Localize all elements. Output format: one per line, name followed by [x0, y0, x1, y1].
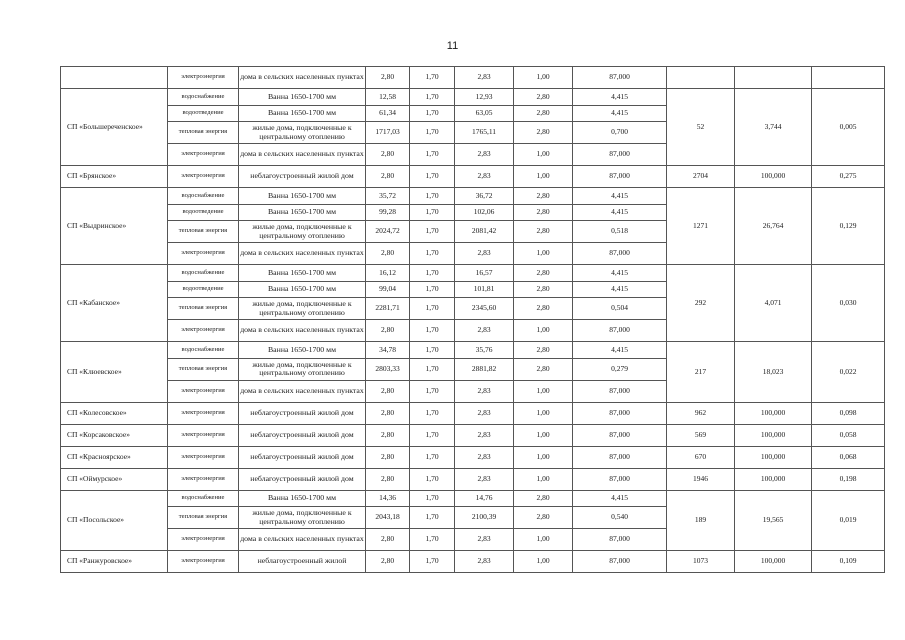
- consumer-cell: Ванна 1650-1700 мм: [239, 342, 366, 359]
- summary-cell: 0,198: [812, 468, 885, 490]
- summary-cell: 670: [667, 446, 735, 468]
- resource-cell: электроэнергия: [168, 424, 239, 446]
- value-cell: 1,00: [514, 320, 573, 342]
- resource-cell: тепловая энергия: [168, 122, 239, 144]
- value-cell: 1,70: [410, 204, 455, 221]
- resource-cell: водоснабжение: [168, 188, 239, 205]
- value-cell: 99,28: [366, 204, 410, 221]
- summary-cell: 962: [667, 402, 735, 424]
- page-number: 11: [446, 40, 459, 52]
- value-cell: 1,00: [514, 144, 573, 166]
- settlement-cell: СП «Оймурское»: [61, 468, 168, 490]
- resource-cell: водоснабжение: [168, 89, 239, 106]
- settlement-cell: СП «Большереченское»: [61, 89, 168, 166]
- consumer-cell: неблагоустроенный жилой дом: [239, 468, 366, 490]
- summary-cell: 189: [667, 490, 735, 551]
- value-cell: 1,70: [410, 243, 455, 265]
- value-cell: 2345,60: [455, 298, 514, 320]
- value-cell: 0,518: [573, 221, 667, 243]
- consumer-cell: жилые дома, подключенные к центральному отоплению: [239, 122, 366, 144]
- summary-cell: 100,000: [735, 424, 812, 446]
- value-cell: 2,83: [455, 529, 514, 551]
- value-cell: 2,83: [455, 402, 514, 424]
- value-cell: 1,70: [410, 468, 455, 490]
- consumer-cell: дома в сельских населенных пунктах: [239, 380, 366, 402]
- value-cell: 4,415: [573, 204, 667, 221]
- value-cell: 87,000: [573, 551, 667, 573]
- table-body: [61, 67, 885, 573]
- value-cell: 2,83: [455, 320, 514, 342]
- settlement-cell: СП «Красноярское»: [61, 446, 168, 468]
- consumer-cell: дома в сельских населенных пунктах: [239, 67, 366, 89]
- value-cell: 1,70: [410, 551, 455, 573]
- consumer-cell: неблагоустроенный жилой дом: [239, 424, 366, 446]
- value-cell: 2,80: [514, 298, 573, 320]
- settlement-cell: [61, 67, 168, 89]
- tariff-table: [60, 66, 885, 573]
- summary-cell: 0,058: [812, 424, 885, 446]
- settlement-cell: СП «Посольское»: [61, 490, 168, 551]
- table-row: [61, 265, 885, 282]
- value-cell: 2,80: [366, 402, 410, 424]
- value-cell: 87,000: [573, 166, 667, 188]
- value-cell: 1,70: [410, 122, 455, 144]
- resource-cell: электроэнергия: [168, 402, 239, 424]
- value-cell: 4,415: [573, 490, 667, 507]
- summary-cell: 18,023: [735, 342, 812, 403]
- summary-cell: 2704: [667, 166, 735, 188]
- resource-cell: электроэнергия: [168, 446, 239, 468]
- table-row: [61, 402, 885, 424]
- value-cell: 1,00: [514, 243, 573, 265]
- value-cell: 4,415: [573, 265, 667, 282]
- summary-cell: 100,000: [735, 402, 812, 424]
- value-cell: 1,70: [410, 424, 455, 446]
- resource-cell: водоснабжение: [168, 490, 239, 507]
- value-cell: 2,80: [366, 424, 410, 446]
- settlement-cell: СП «Клюевское»: [61, 342, 168, 403]
- value-cell: 2,80: [366, 446, 410, 468]
- summary-cell: 0,068: [812, 446, 885, 468]
- value-cell: 2881,82: [455, 358, 514, 380]
- value-cell: 1,70: [410, 402, 455, 424]
- value-cell: 1,70: [410, 380, 455, 402]
- consumer-cell: неблагоустроенный жилой дом: [239, 166, 366, 188]
- resource-cell: тепловая энергия: [168, 507, 239, 529]
- value-cell: 36,72: [455, 188, 514, 205]
- value-cell: 2,83: [455, 67, 514, 89]
- value-cell: 2,80: [514, 507, 573, 529]
- consumer-cell: жилые дома, подключенные к центральному отоплению: [239, 221, 366, 243]
- value-cell: 2,83: [455, 144, 514, 166]
- resource-cell: электроэнергия: [168, 551, 239, 573]
- settlement-cell: СП «Колесовское»: [61, 402, 168, 424]
- resource-cell: электроэнергия: [168, 320, 239, 342]
- value-cell: 2081,42: [455, 221, 514, 243]
- table-row: [61, 166, 885, 188]
- value-cell: 87,000: [573, 468, 667, 490]
- consumer-cell: Ванна 1650-1700 мм: [239, 204, 366, 221]
- value-cell: 2,80: [514, 490, 573, 507]
- value-cell: 2,80: [366, 166, 410, 188]
- summary-cell: 0,022: [812, 342, 885, 403]
- resource-cell: водоснабжение: [168, 265, 239, 282]
- value-cell: 2,80: [366, 144, 410, 166]
- value-cell: 1,70: [410, 298, 455, 320]
- value-cell: 2,80: [514, 105, 573, 122]
- resource-cell: водоотведение: [168, 204, 239, 221]
- value-cell: 2,83: [455, 380, 514, 402]
- value-cell: 4,415: [573, 342, 667, 359]
- value-cell: 1717,03: [366, 122, 410, 144]
- consumer-cell: жилые дома, подключенные к центральному отоплению: [239, 298, 366, 320]
- consumer-cell: Ванна 1650-1700 мм: [239, 89, 366, 106]
- consumer-cell: неблагоустроенный жилой дом: [239, 402, 366, 424]
- table-row: [61, 342, 885, 359]
- value-cell: 2,80: [366, 320, 410, 342]
- resource-cell: электроэнергия: [168, 166, 239, 188]
- summary-cell: 100,000: [735, 468, 812, 490]
- value-cell: 63,05: [455, 105, 514, 122]
- value-cell: 2,80: [514, 342, 573, 359]
- value-cell: 2,80: [514, 265, 573, 282]
- value-cell: 0,700: [573, 122, 667, 144]
- value-cell: 1765,11: [455, 122, 514, 144]
- table-row: [61, 89, 885, 106]
- value-cell: 1,70: [410, 281, 455, 298]
- value-cell: 2,83: [455, 424, 514, 446]
- value-cell: 16,12: [366, 265, 410, 282]
- value-cell: 1,70: [410, 342, 455, 359]
- settlement-cell: СП «Корсаковское»: [61, 424, 168, 446]
- value-cell: 2,83: [455, 243, 514, 265]
- resource-cell: тепловая энергия: [168, 221, 239, 243]
- value-cell: 2,83: [455, 468, 514, 490]
- consumer-cell: жилые дома, подключенные к центральному отоплению: [239, 507, 366, 529]
- consumer-cell: Ванна 1650-1700 мм: [239, 265, 366, 282]
- value-cell: 4,415: [573, 281, 667, 298]
- summary-cell: 0,030: [812, 265, 885, 342]
- value-cell: 87,000: [573, 243, 667, 265]
- summary-cell: 292: [667, 265, 735, 342]
- value-cell: 87,000: [573, 402, 667, 424]
- value-cell: 2,83: [455, 446, 514, 468]
- value-cell: 4,415: [573, 188, 667, 205]
- value-cell: 1,00: [514, 380, 573, 402]
- value-cell: 2,80: [514, 188, 573, 205]
- settlement-cell: СП «Кабанское»: [61, 265, 168, 342]
- value-cell: 14,36: [366, 490, 410, 507]
- value-cell: 12,58: [366, 89, 410, 106]
- value-cell: 87,000: [573, 144, 667, 166]
- value-cell: 2803,33: [366, 358, 410, 380]
- table-row: [61, 468, 885, 490]
- summary-cell: 100,000: [735, 166, 812, 188]
- value-cell: 102,06: [455, 204, 514, 221]
- consumer-cell: дома в сельских населенных пунктах: [239, 320, 366, 342]
- value-cell: 4,415: [573, 89, 667, 106]
- value-cell: 0,540: [573, 507, 667, 529]
- value-cell: 1,70: [410, 320, 455, 342]
- value-cell: 87,000: [573, 380, 667, 402]
- resource-cell: электроэнергия: [168, 529, 239, 551]
- table-row: [61, 188, 885, 205]
- summary-cell: 0,005: [812, 89, 885, 166]
- summary-cell: [667, 67, 735, 89]
- value-cell: 1,70: [410, 166, 455, 188]
- consumer-cell: дома в сельских населенных пунктах: [239, 243, 366, 265]
- value-cell: 1,00: [514, 166, 573, 188]
- value-cell: 34,78: [366, 342, 410, 359]
- resource-cell: тепловая энергия: [168, 298, 239, 320]
- value-cell: 2,80: [514, 281, 573, 298]
- value-cell: 2,80: [366, 243, 410, 265]
- resource-cell: тепловая энергия: [168, 358, 239, 380]
- value-cell: 2100,39: [455, 507, 514, 529]
- settlement-cell: СП «Ранжуровское»: [61, 551, 168, 573]
- value-cell: 2,80: [514, 89, 573, 106]
- table-row: [61, 446, 885, 468]
- summary-cell: 0,109: [812, 551, 885, 573]
- value-cell: 2,80: [514, 358, 573, 380]
- value-cell: 101,81: [455, 281, 514, 298]
- value-cell: 2,80: [366, 529, 410, 551]
- value-cell: 1,00: [514, 529, 573, 551]
- table-row: [61, 424, 885, 446]
- value-cell: 2,80: [366, 551, 410, 573]
- value-cell: 2281,71: [366, 298, 410, 320]
- value-cell: 1,00: [514, 67, 573, 89]
- value-cell: 2,80: [514, 204, 573, 221]
- summary-cell: 1271: [667, 188, 735, 265]
- summary-cell: 0,019: [812, 490, 885, 551]
- value-cell: 1,70: [410, 358, 455, 380]
- value-cell: 1,70: [410, 89, 455, 106]
- value-cell: 87,000: [573, 446, 667, 468]
- resource-cell: электроэнергия: [168, 67, 239, 89]
- value-cell: 87,000: [573, 424, 667, 446]
- settlement-cell: СП «Выдринское»: [61, 188, 168, 265]
- table-row: [61, 551, 885, 573]
- value-cell: 1,70: [410, 490, 455, 507]
- consumer-cell: Ванна 1650-1700 мм: [239, 490, 366, 507]
- summary-cell: 4,071: [735, 265, 812, 342]
- value-cell: 1,00: [514, 551, 573, 573]
- resource-cell: электроэнергия: [168, 144, 239, 166]
- value-cell: 2,80: [514, 122, 573, 144]
- summary-cell: 3,744: [735, 89, 812, 166]
- value-cell: 99,04: [366, 281, 410, 298]
- value-cell: 0,504: [573, 298, 667, 320]
- value-cell: 2,80: [366, 380, 410, 402]
- value-cell: 1,70: [410, 188, 455, 205]
- value-cell: 1,70: [410, 221, 455, 243]
- value-cell: 16,57: [455, 265, 514, 282]
- value-cell: 12,93: [455, 89, 514, 106]
- value-cell: 2043,18: [366, 507, 410, 529]
- summary-cell: 52: [667, 89, 735, 166]
- value-cell: 2,80: [514, 221, 573, 243]
- consumer-cell: жилые дома, подключенные к центральному отоплению: [239, 358, 366, 380]
- resource-cell: электроэнергия: [168, 243, 239, 265]
- summary-cell: 217: [667, 342, 735, 403]
- value-cell: 2,80: [366, 468, 410, 490]
- value-cell: 1,70: [410, 529, 455, 551]
- summary-cell: 1073: [667, 551, 735, 573]
- value-cell: 1,70: [410, 144, 455, 166]
- value-cell: 2,83: [455, 166, 514, 188]
- value-cell: 1,00: [514, 402, 573, 424]
- consumer-cell: неблагоустроенный жилой дом: [239, 446, 366, 468]
- settlement-cell: СП «Брянское»: [61, 166, 168, 188]
- consumer-cell: неблагоустроенный жилой: [239, 551, 366, 573]
- value-cell: 1,70: [410, 446, 455, 468]
- resource-cell: водоснабжение: [168, 342, 239, 359]
- summary-cell: 19,565: [735, 490, 812, 551]
- value-cell: 35,76: [455, 342, 514, 359]
- consumer-cell: Ванна 1650-1700 мм: [239, 281, 366, 298]
- value-cell: 1,70: [410, 67, 455, 89]
- summary-cell: [812, 67, 885, 89]
- resource-cell: водоотведение: [168, 105, 239, 122]
- value-cell: 1,70: [410, 105, 455, 122]
- value-cell: 1,00: [514, 446, 573, 468]
- summary-cell: 0,129: [812, 188, 885, 265]
- value-cell: 0,279: [573, 358, 667, 380]
- value-cell: 87,000: [573, 67, 667, 89]
- summary-cell: [735, 67, 812, 89]
- table-row: [61, 67, 885, 89]
- summary-cell: 569: [667, 424, 735, 446]
- consumer-cell: дома в сельских населенных пунктах: [239, 529, 366, 551]
- consumer-cell: дома в сельских населенных пунктах: [239, 144, 366, 166]
- value-cell: 35,72: [366, 188, 410, 205]
- value-cell: 14,76: [455, 490, 514, 507]
- value-cell: 87,000: [573, 529, 667, 551]
- summary-cell: 26,764: [735, 188, 812, 265]
- value-cell: 2024,72: [366, 221, 410, 243]
- value-cell: 4,415: [573, 105, 667, 122]
- value-cell: 1,00: [514, 424, 573, 446]
- value-cell: 87,000: [573, 320, 667, 342]
- resource-cell: водоотведение: [168, 281, 239, 298]
- value-cell: 2,80: [366, 67, 410, 89]
- summary-cell: 0,098: [812, 402, 885, 424]
- summary-cell: 0,275: [812, 166, 885, 188]
- consumer-cell: Ванна 1650-1700 мм: [239, 105, 366, 122]
- table-row: [61, 490, 885, 507]
- resource-cell: электроэнергия: [168, 468, 239, 490]
- value-cell: 1,00: [514, 468, 573, 490]
- value-cell: 1,70: [410, 265, 455, 282]
- value-cell: 61,34: [366, 105, 410, 122]
- consumer-cell: Ванна 1650-1700 мм: [239, 188, 366, 205]
- summary-cell: 100,000: [735, 551, 812, 573]
- resource-cell: электроэнергия: [168, 380, 239, 402]
- summary-cell: 1946: [667, 468, 735, 490]
- value-cell: 2,83: [455, 551, 514, 573]
- value-cell: 1,70: [410, 507, 455, 529]
- summary-cell: 100,000: [735, 446, 812, 468]
